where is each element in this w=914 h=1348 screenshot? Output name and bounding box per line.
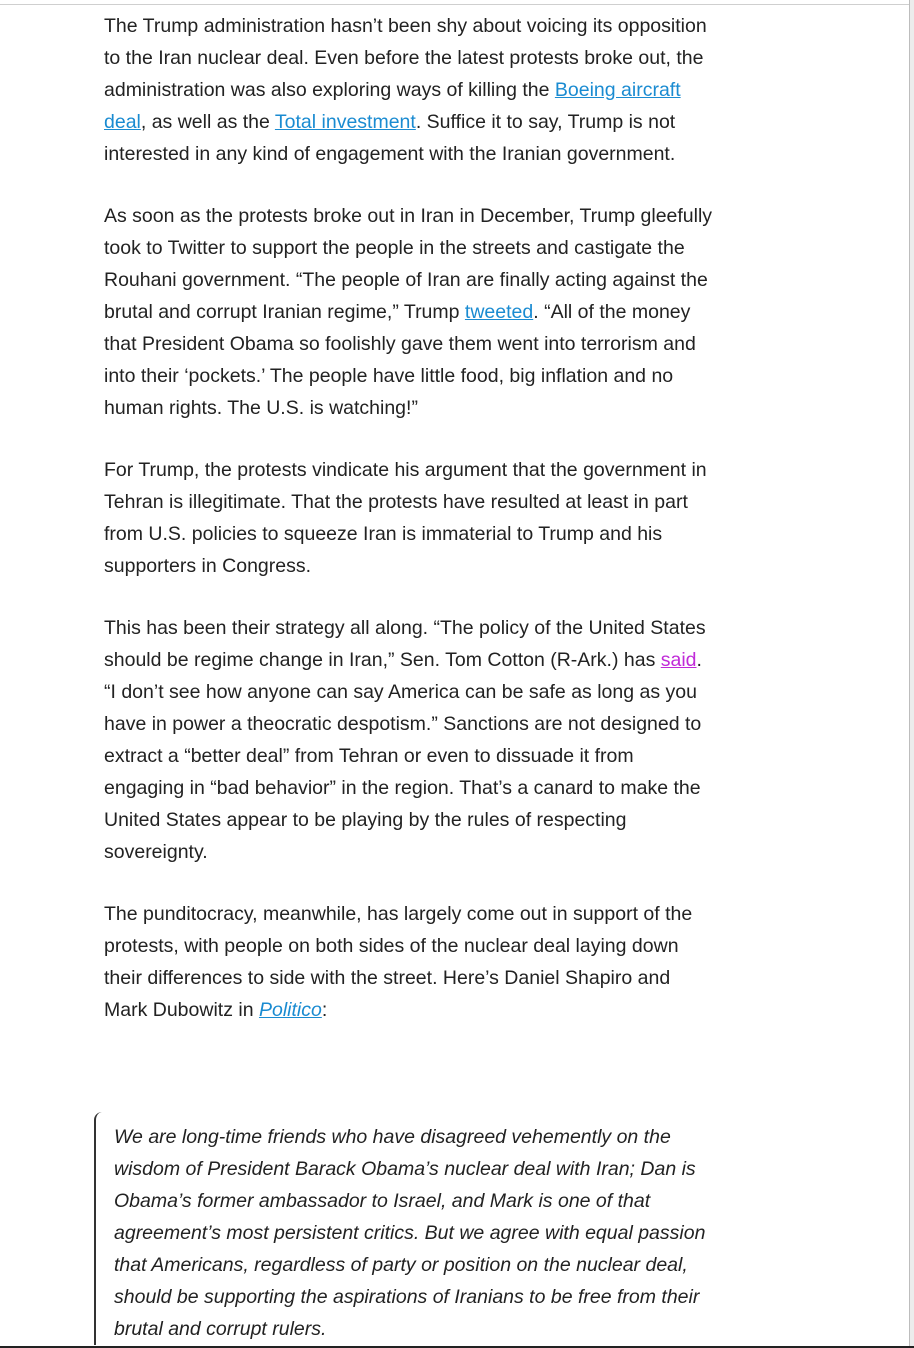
- paragraph-3: [104, 454, 714, 582]
- paragraph-text: For Trump, the protests vindicate his argument that the government in Tehran is illegitimate. That the protests have resulted at least in part from U.S. policies to squeeze Iran is immaterial to Trump and his supporters in Congress.: [104, 459, 707, 577]
- paragraph-text: . “I don’t see how anyone can say America can be safe as long as you have in power a theocratic despotism.” Sanctions are not designed to extract a “better deal” from Tehran or even to dissuade it from engaging in “bad behavior” in the region. That’s a canard to make the United States appear to be playing by the rules of respecting sovereignty.: [104, 649, 702, 863]
- total-investment-link[interactable]: Total investment: [274, 111, 416, 133]
- paragraph-text: The Trump administration hasn’t been shy about voicing its opposition to the Iran nuclear deal. Even before the latest protests broke out, the administration was also exploring ways of killing the: [104, 15, 707, 101]
- paragraph-text: As soon as the protests broke out in Iran in December, Trump gleefully took to Twitter to support the people in the streets and castigate the Rouhani government. “The people of Iran are finally acting against the brutal and corrupt Iranian regime,” Trump: [104, 205, 713, 323]
- paragraph-text: . Suffice it to say, Trump is not interested in any kind of engagement with the Iranian government.: [104, 111, 676, 165]
- paragraph-2: [104, 200, 714, 424]
- paragraph-1: [104, 10, 714, 170]
- paragraph-5: [104, 898, 714, 1026]
- top-divider: [0, 4, 914, 5]
- paragraph-text: The punditocracy, meanwhile, has largely come out in support of the protests, with people on both sides of the nuclear deal laying down their differences to side with the street. Here’s Daniel Shapiro and Mark Dubowitz in: [104, 903, 693, 1021]
- said-link[interactable]: said: [660, 649, 697, 671]
- politico-link[interactable]: Politico: [258, 999, 322, 1021]
- block-quote: [94, 1112, 738, 1345]
- paragraph-text: . “All of the money that President Obama so foolishly gave them went into terrorism and into their ‘pockets.’ The people have little food, big inflation and no human rights. The U.S. is watching!”: [104, 301, 696, 419]
- scrollbar[interactable]: [909, 0, 914, 1348]
- quote-text: We are long-time friends who have disagreed vehemently on the wisdom of President Barack Obama’s nuclear deal with Iran; Dan is Obama’s former ambassador to Israel, and Mark is one of that agreement’s most persistent critics. But we agree with equal passion that Americans, regardless of party or position on the nuclear deal, should be supporting the aspirations of Iranians to be free from their brutal and corrupt rulers.: [114, 1126, 706, 1340]
- paragraph-text: , as well as the: [140, 111, 275, 133]
- paragraph-text: :: [321, 999, 328, 1021]
- article-body: [104, 10, 714, 1056]
- tweeted-link[interactable]: tweeted: [464, 301, 534, 323]
- paragraph-text: This has been their strategy all along. “The policy of the United States should be regime change in Iran,” Sen. Tom Cotton (R-Ark.) has: [104, 617, 706, 671]
- paragraph-4: [104, 612, 714, 868]
- boeing-aircraft-deal-link[interactable]: Boeing aircraft deal: [104, 79, 681, 133]
